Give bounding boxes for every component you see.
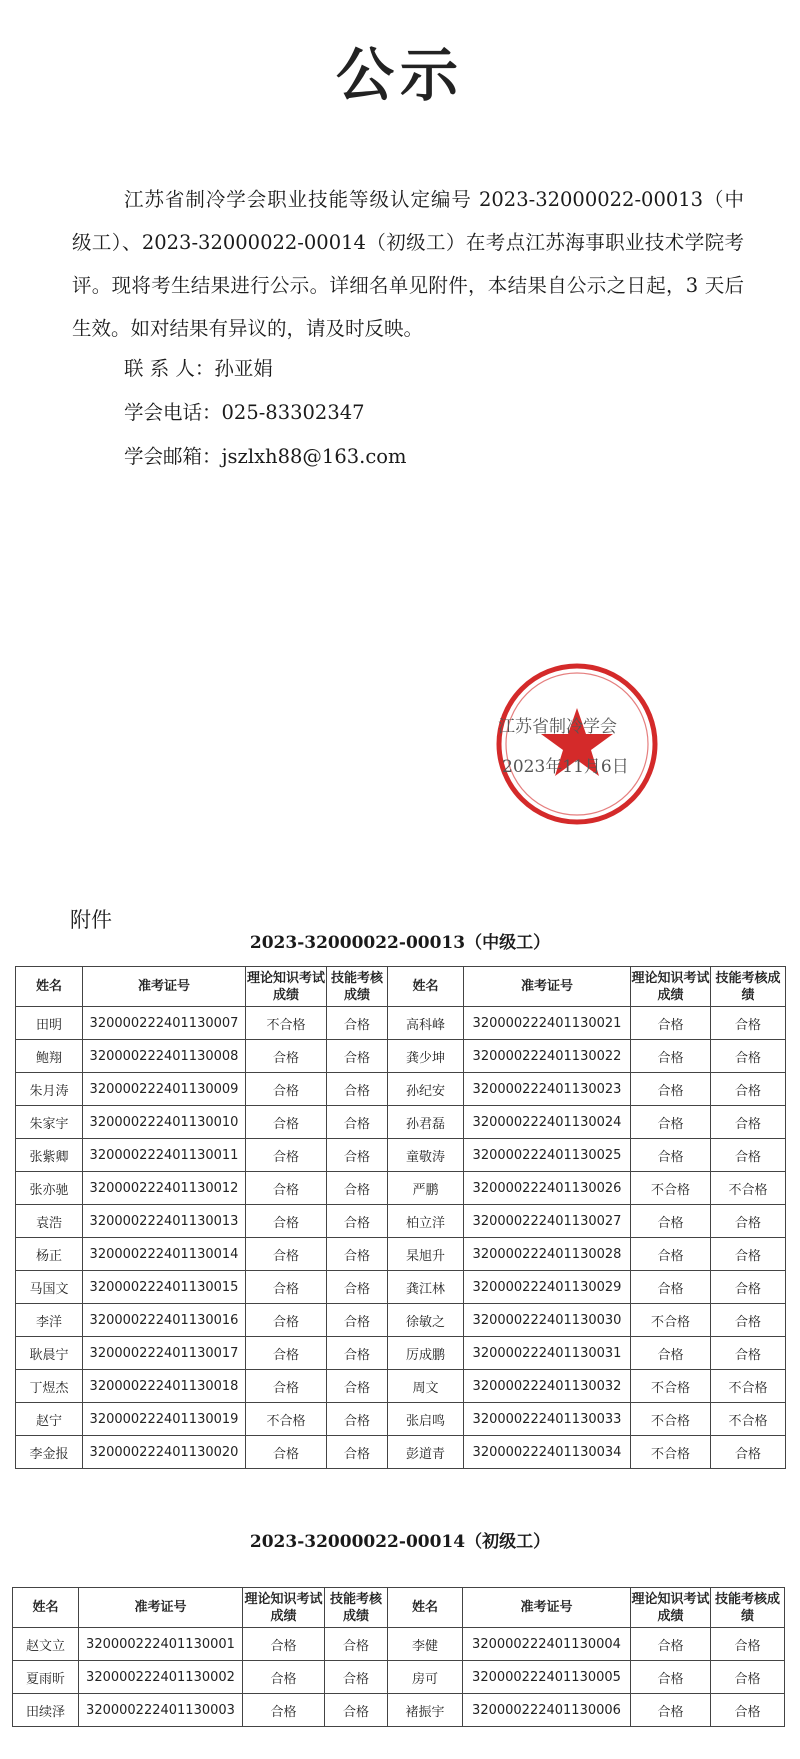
skill-score-header: 技能考核成绩 xyxy=(711,1588,785,1628)
theory-result: 合格 xyxy=(246,1370,327,1403)
candidate-name: 童敬涛 xyxy=(388,1139,464,1172)
theory-result: 合格 xyxy=(243,1628,325,1661)
skill-result: 合格 xyxy=(711,1205,786,1238)
table-row xyxy=(16,1238,786,1271)
theory-result: 不合格 xyxy=(631,1436,711,1469)
candidate-name: 房可 xyxy=(388,1661,463,1694)
theory-result: 合格 xyxy=(631,1139,711,1172)
exam-id: 320000222401130017 xyxy=(83,1337,246,1370)
skill-result: 合格 xyxy=(711,1661,785,1694)
exam-id: 320000222401130013 xyxy=(83,1205,246,1238)
skill-result: 合格 xyxy=(327,1007,388,1040)
table-row xyxy=(16,1040,786,1073)
theory-score-header: 理论知识考试成绩 xyxy=(631,967,711,1007)
table-row xyxy=(13,1661,785,1694)
official-seal xyxy=(495,662,659,826)
exam-id: 320000222401130025 xyxy=(464,1139,631,1172)
candidate-name: 田明 xyxy=(16,1007,83,1040)
table-row xyxy=(16,1106,786,1139)
table-row xyxy=(13,1628,785,1661)
theory-result: 合格 xyxy=(631,1271,711,1304)
exam-id: 320000222401130001 xyxy=(79,1628,243,1661)
theory-result: 合格 xyxy=(243,1661,325,1694)
theory-result: 合格 xyxy=(631,1106,711,1139)
theory-result: 合格 xyxy=(631,1238,711,1271)
candidate-name: 朱家宇 xyxy=(16,1106,83,1139)
exam-id: 320000222401130005 xyxy=(463,1661,631,1694)
table-row xyxy=(16,1436,786,1469)
table-row xyxy=(16,1172,786,1205)
theory-result: 不合格 xyxy=(631,1172,711,1205)
theory-result: 合格 xyxy=(631,1628,711,1661)
candidate-name: 田续泽 xyxy=(13,1694,79,1727)
exam-id: 320000222401130033 xyxy=(464,1403,631,1436)
theory-result: 合格 xyxy=(631,1661,711,1694)
table-row xyxy=(16,1370,786,1403)
skill-result: 合格 xyxy=(327,1238,388,1271)
candidate-name: 夏雨昕 xyxy=(13,1661,79,1694)
candidate-name: 赵文立 xyxy=(13,1628,79,1661)
table-header-row xyxy=(16,967,786,1007)
exam-id: 320000222401130007 xyxy=(83,1007,246,1040)
skill-result: 合格 xyxy=(711,1271,786,1304)
exam-id: 320000222401130028 xyxy=(464,1238,631,1271)
exam-id-header: 准考证号 xyxy=(79,1588,243,1628)
exam-id: 320000222401130012 xyxy=(83,1172,246,1205)
theory-result: 合格 xyxy=(246,1172,327,1205)
exam-id: 320000222401130004 xyxy=(463,1628,631,1661)
results-table-junior xyxy=(12,1587,785,1727)
theory-result: 不合格 xyxy=(631,1370,711,1403)
candidate-name: 张亦驰 xyxy=(16,1172,83,1205)
theory-score-header: 理论知识考试成绩 xyxy=(246,967,327,1007)
candidate-name: 杨正 xyxy=(16,1238,83,1271)
table-title-intermediate: 2023-32000022-00013（中级工） xyxy=(249,933,551,953)
skill-result: 合格 xyxy=(711,1106,786,1139)
skill-result: 合格 xyxy=(327,1436,388,1469)
exam-id: 320000222401130031 xyxy=(464,1337,631,1370)
theory-result: 合格 xyxy=(246,1304,327,1337)
exam-id: 320000222401130008 xyxy=(83,1040,246,1073)
candidate-name: 张启鸣 xyxy=(388,1403,464,1436)
skill-score-header: 技能考核成绩 xyxy=(711,967,786,1007)
name-header: 姓名 xyxy=(13,1588,79,1628)
exam-id: 320000222401130020 xyxy=(83,1436,246,1469)
skill-score-header: 技能考核成绩 xyxy=(327,967,388,1007)
skill-result: 不合格 xyxy=(711,1403,786,1436)
skill-result: 不合格 xyxy=(711,1370,786,1403)
exam-id: 320000222401130023 xyxy=(464,1073,631,1106)
theory-result: 合格 xyxy=(246,1238,327,1271)
table-row xyxy=(16,1139,786,1172)
skill-result: 合格 xyxy=(325,1628,388,1661)
skill-result: 合格 xyxy=(327,1403,388,1436)
skill-result: 合格 xyxy=(711,1073,786,1106)
skill-result: 合格 xyxy=(325,1694,388,1727)
skill-result: 合格 xyxy=(711,1040,786,1073)
theory-result: 不合格 xyxy=(246,1007,327,1040)
theory-score-header: 理论知识考试成绩 xyxy=(631,1588,711,1628)
candidate-name: 李洋 xyxy=(16,1304,83,1337)
theory-result: 不合格 xyxy=(631,1304,711,1337)
exam-id: 320000222401130034 xyxy=(464,1436,631,1469)
candidate-name: 李健 xyxy=(388,1628,463,1661)
skill-result: 合格 xyxy=(711,1238,786,1271)
skill-result: 合格 xyxy=(327,1205,388,1238)
exam-id: 320000222401130003 xyxy=(79,1694,243,1727)
candidate-name: 鲍翔 xyxy=(16,1040,83,1073)
table-row xyxy=(16,1337,786,1370)
skill-result: 不合格 xyxy=(711,1172,786,1205)
candidate-name: 徐敏之 xyxy=(388,1304,464,1337)
candidate-name: 龚江林 xyxy=(388,1271,464,1304)
exam-id: 320000222401130019 xyxy=(83,1403,246,1436)
skill-result: 合格 xyxy=(327,1337,388,1370)
candidate-name: 赵宁 xyxy=(16,1403,83,1436)
exam-id: 320000222401130027 xyxy=(464,1205,631,1238)
contact-email: 学会邮箱：jszlxh88@163.com xyxy=(124,445,407,468)
candidate-name: 褚振宇 xyxy=(388,1694,463,1727)
exam-id: 320000222401130011 xyxy=(83,1139,246,1172)
theory-result: 合格 xyxy=(246,1436,327,1469)
skill-result: 合格 xyxy=(327,1271,388,1304)
skill-result: 合格 xyxy=(711,1139,786,1172)
table-row xyxy=(16,1205,786,1238)
skill-result: 合格 xyxy=(327,1040,388,1073)
theory-result: 合格 xyxy=(246,1139,327,1172)
skill-result: 合格 xyxy=(711,1436,786,1469)
candidate-name: 张紫卿 xyxy=(16,1139,83,1172)
exam-id: 320000222401130009 xyxy=(83,1073,246,1106)
page-title: 公示 xyxy=(335,41,464,109)
skill-result: 合格 xyxy=(325,1661,388,1694)
candidate-name: 彭道青 xyxy=(388,1436,464,1469)
skill-result: 合格 xyxy=(327,1139,388,1172)
candidate-name: 龚少坤 xyxy=(388,1040,464,1073)
skill-result: 合格 xyxy=(327,1106,388,1139)
theory-result: 不合格 xyxy=(246,1403,327,1436)
candidate-name: 丁煜杰 xyxy=(16,1370,83,1403)
candidate-name: 柏立洋 xyxy=(388,1205,464,1238)
theory-result: 合格 xyxy=(631,1007,711,1040)
exam-id-header: 准考证号 xyxy=(463,1588,631,1628)
seal-org-name: 江苏省制冷学会 xyxy=(498,717,617,737)
theory-result: 合格 xyxy=(243,1694,325,1727)
exam-id-header: 准考证号 xyxy=(464,967,631,1007)
table-row xyxy=(16,1403,786,1436)
skill-result: 合格 xyxy=(327,1370,388,1403)
candidate-name: 厉成鹏 xyxy=(388,1337,464,1370)
candidate-name: 高科峰 xyxy=(388,1007,464,1040)
theory-result: 合格 xyxy=(631,1337,711,1370)
candidate-name: 朱月涛 xyxy=(16,1073,83,1106)
exam-id: 320000222401130014 xyxy=(83,1238,246,1271)
exam-id: 320000222401130026 xyxy=(464,1172,631,1205)
exam-id: 320000222401130010 xyxy=(83,1106,246,1139)
skill-result: 合格 xyxy=(711,1304,786,1337)
candidate-name: 马国文 xyxy=(16,1271,83,1304)
table-row xyxy=(16,1007,786,1040)
contact-person: 联 系 人：孙亚娟 xyxy=(124,357,273,380)
theory-result: 合格 xyxy=(246,1337,327,1370)
exam-id: 320000222401130021 xyxy=(464,1007,631,1040)
skill-result: 合格 xyxy=(327,1172,388,1205)
candidate-name: 杲旭升 xyxy=(388,1238,464,1271)
theory-score-header: 理论知识考试成绩 xyxy=(243,1588,325,1628)
exam-id-header: 准考证号 xyxy=(83,967,246,1007)
skill-score-header: 技能考核成绩 xyxy=(325,1588,388,1628)
table-row xyxy=(16,1304,786,1337)
seal-date: 2023年11月6日 xyxy=(502,757,629,777)
exam-id: 320000222401130024 xyxy=(464,1106,631,1139)
theory-result: 不合格 xyxy=(631,1403,711,1436)
exam-id: 320000222401130030 xyxy=(464,1304,631,1337)
attachment-label: 附件 xyxy=(70,908,112,932)
candidate-name: 李金报 xyxy=(16,1436,83,1469)
skill-result: 合格 xyxy=(711,1337,786,1370)
candidate-name: 周文 xyxy=(388,1370,464,1403)
table-row xyxy=(16,1073,786,1106)
theory-result: 合格 xyxy=(246,1073,327,1106)
exam-id: 320000222401130018 xyxy=(83,1370,246,1403)
skill-result: 合格 xyxy=(711,1628,785,1661)
exam-id: 320000222401130016 xyxy=(83,1304,246,1337)
candidate-name: 孙君磊 xyxy=(388,1106,464,1139)
table-header-row xyxy=(13,1588,785,1628)
name-header: 姓名 xyxy=(388,1588,463,1628)
theory-result: 合格 xyxy=(631,1205,711,1238)
exam-id: 320000222401130006 xyxy=(463,1694,631,1727)
name-header: 姓名 xyxy=(388,967,464,1007)
theory-result: 合格 xyxy=(246,1271,327,1304)
intro-paragraph: 江苏省制冷学会职业技能等级认定编号 2023-32000022-00013（中级工）、2023-32000022-00014（初级工）在考点江苏海事职业技术学院考评。现将考生结果进行公示。详细名单见附件，本结果自公示之日起，3 天后生效。如对结果有异议的，请及时反映。 xyxy=(72,188,744,340)
theory-result: 合格 xyxy=(631,1073,711,1106)
theory-result: 合格 xyxy=(246,1106,327,1139)
exam-id: 320000222401130015 xyxy=(83,1271,246,1304)
theory-result: 合格 xyxy=(631,1040,711,1073)
skill-result: 合格 xyxy=(327,1073,388,1106)
exam-id: 320000222401130002 xyxy=(79,1661,243,1694)
theory-result: 合格 xyxy=(631,1694,711,1727)
exam-id: 320000222401130022 xyxy=(464,1040,631,1073)
contact-phone: 学会电话：025-83302347 xyxy=(124,401,365,424)
candidate-name: 袁浩 xyxy=(16,1205,83,1238)
theory-result: 合格 xyxy=(246,1040,327,1073)
candidate-name: 孙纪安 xyxy=(388,1073,464,1106)
results-table-intermediate xyxy=(15,966,786,1469)
table-row xyxy=(13,1694,785,1727)
skill-result: 合格 xyxy=(711,1694,785,1727)
skill-result: 合格 xyxy=(711,1007,786,1040)
skill-result: 合格 xyxy=(327,1304,388,1337)
table-row xyxy=(16,1271,786,1304)
candidate-name: 耿晨宁 xyxy=(16,1337,83,1370)
exam-id: 320000222401130029 xyxy=(464,1271,631,1304)
theory-result: 合格 xyxy=(246,1205,327,1238)
exam-id: 320000222401130032 xyxy=(464,1370,631,1403)
name-header: 姓名 xyxy=(16,967,83,1007)
candidate-name: 严鹏 xyxy=(388,1172,464,1205)
table-title-junior: 2023-32000022-00014（初级工） xyxy=(249,1532,551,1552)
